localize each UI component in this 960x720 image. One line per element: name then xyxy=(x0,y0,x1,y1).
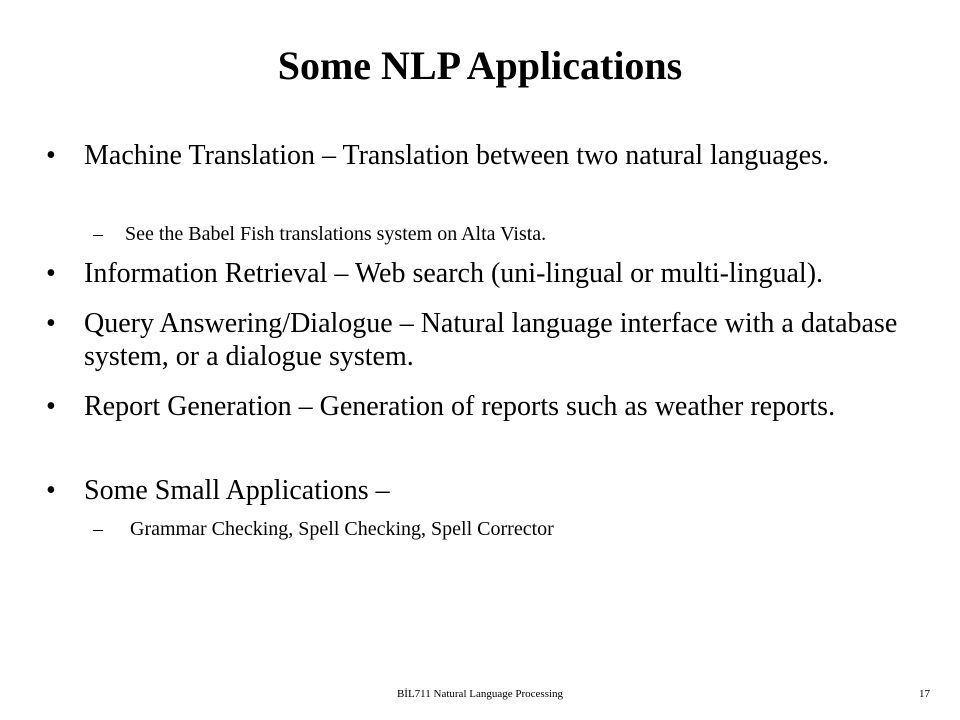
bullet-marker: • xyxy=(46,391,56,422)
bullet-text: Query Answering/Dialogue – Natural language interface with a database system, or a dialogue system. xyxy=(84,308,898,372)
subitem-marker: – xyxy=(93,518,103,540)
slide-footer xyxy=(0,684,960,704)
bullet-text: Machine Translation – Translation between two natural languages. xyxy=(84,140,829,171)
bullet-query-answering xyxy=(46,307,926,373)
bullet-marker: • xyxy=(46,308,56,339)
footer-course-name: BİL711 Natural Language Processing xyxy=(396,688,564,700)
subitem-marker: – xyxy=(93,223,103,245)
subitem-babel-fish xyxy=(93,221,933,247)
subitem-grammar-checking xyxy=(93,516,933,542)
bullet-text: Information Retrieval – Web search (uni-lingual or multi-lingual). xyxy=(84,258,824,289)
subitem-text: See the Babel Fish translations system on Alta Vista. xyxy=(125,223,547,245)
bullet-report-generation xyxy=(46,390,926,423)
footer-page-number: 17 xyxy=(919,688,930,700)
bullet-marker: • xyxy=(46,140,56,171)
bullet-text: Report Generation – Generation of reports such as weather reports. xyxy=(84,391,836,422)
slide-title: Some NLP Applications xyxy=(277,43,683,88)
bullet-information-retrieval xyxy=(46,257,926,290)
bullet-machine-translation xyxy=(46,139,926,172)
bullet-text: Some Small Applications – xyxy=(84,475,390,506)
subitem-text: Grammar Checking, Spell Checking, Spell Corrector xyxy=(130,518,554,540)
bullet-marker: • xyxy=(46,258,56,289)
bullet-small-applications xyxy=(46,474,926,507)
bullet-marker: • xyxy=(46,475,56,506)
